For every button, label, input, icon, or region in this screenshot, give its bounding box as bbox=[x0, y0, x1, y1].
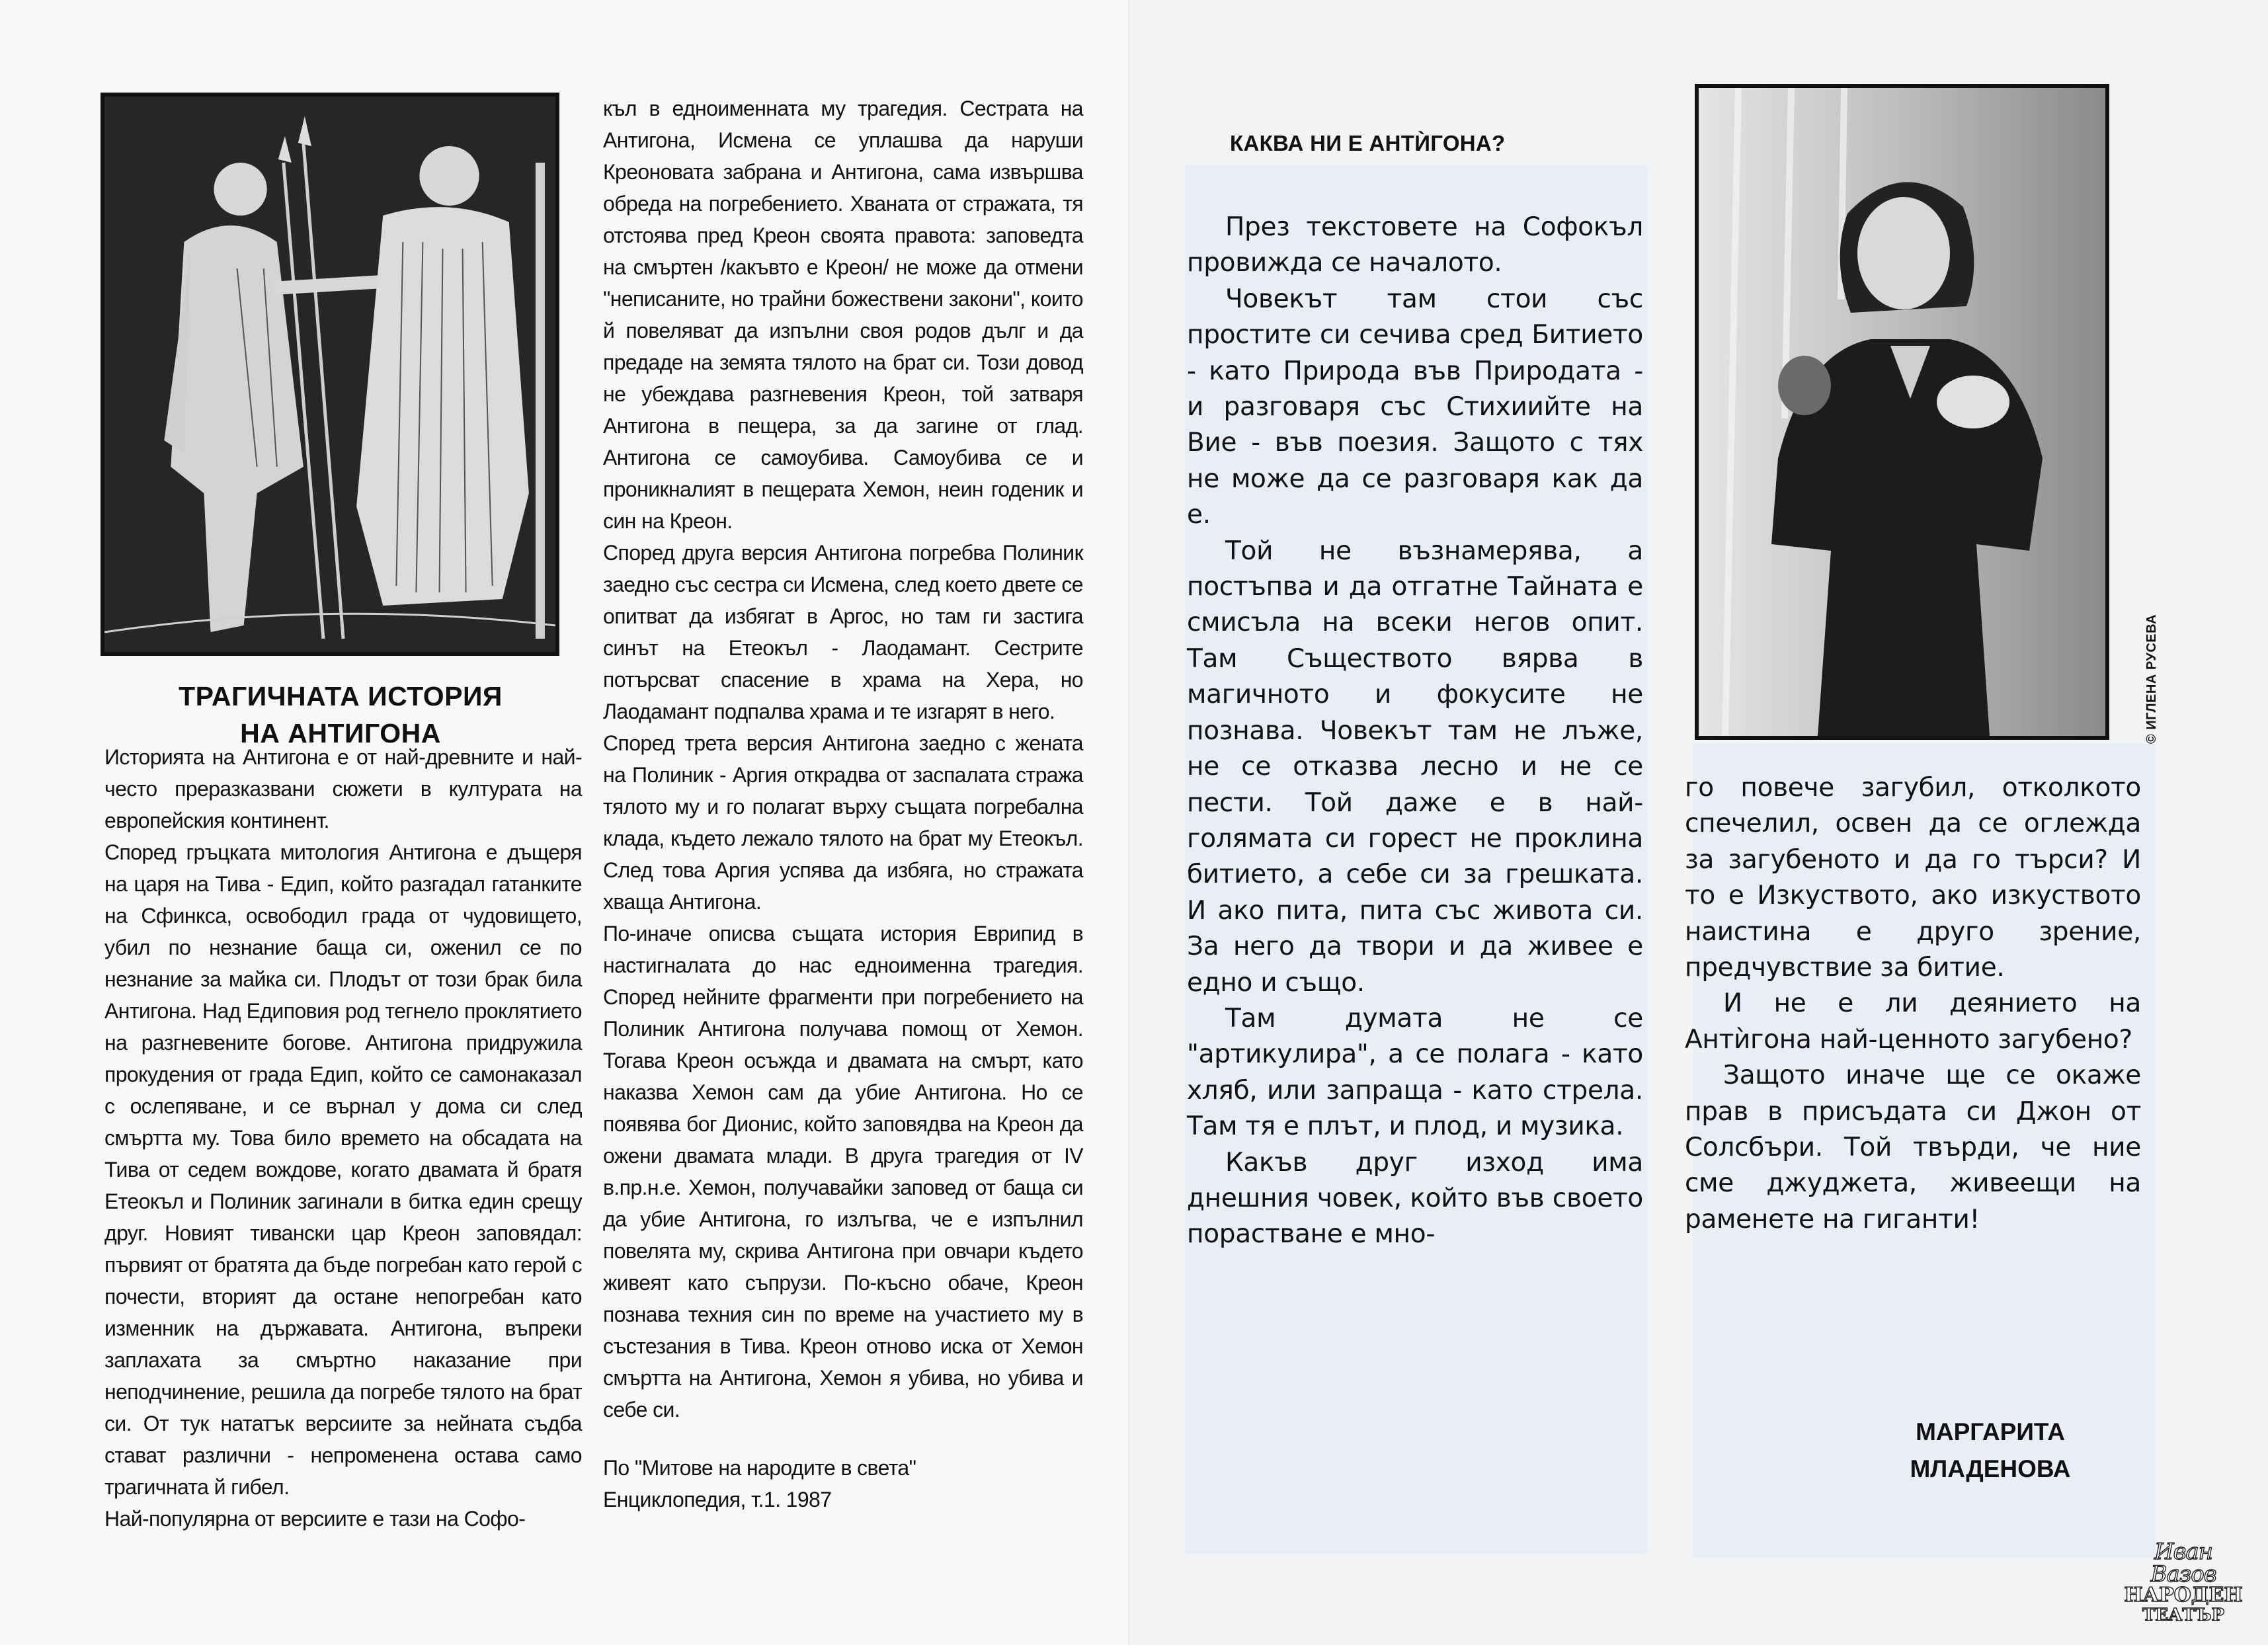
actress-photo-icon bbox=[1699, 88, 2105, 736]
national-theatre-logo bbox=[2124, 1541, 2243, 1625]
headline-line-2: НА АНТИГОНА bbox=[240, 718, 441, 748]
paragraph: къл в едноименната му трагедия. Сестрата на Антигона, Исмена се уплашва да наруши Креоновата забрана и Антигона, сама извършва обреда на погребението. Хваната от стражата, тя отстоява пред Креон своята правота: заповедта на смъртен /какъвто е Креон/ не може да отмени "неписаните, но трайни божествени закони", които й повеляват да изпълни своя родов дълг и да предаде на земята тялото на брат си. Този довод не убеждава разгневения Креон, той затваря Антигона в пещера, за да загине от глад. Антигона се самоубива. Самоубива се и проникналият в пещерата Хемон, неин годеник и син на Креон. bbox=[603, 97, 1083, 533]
logo-line-1: НАРОДЕН bbox=[2124, 1584, 2243, 1607]
greek-vase-illustration bbox=[101, 93, 559, 656]
essay-heading: КАКВА НИ Е АНТЍГОНА? bbox=[1230, 131, 1506, 155]
source-citation bbox=[603, 1452, 1083, 1515]
paragraph: Какъв друг изход има днешния човек, който във своето порастване е мно- bbox=[1187, 1147, 1643, 1250]
paragraph: Човекът там стои със простите си сечива сред Битието - като Природа във Природата - и разговаря със Стихиийте на Вие - във поезия. Защото с тях не може да се разговаря как да е. bbox=[1187, 284, 1643, 530]
logo-line-2: ТЕАТЪР bbox=[2142, 1605, 2225, 1625]
paragraph: Там думата не се "артикулира", а се полага - като хляб, или запраща - като стрела. Там тя е плът, и плод, и музика. bbox=[1187, 1003, 1643, 1142]
author-last-name: МЛАДЕНОВА bbox=[1910, 1455, 2071, 1482]
paragraph: Той не възнамерява, а постъпва и да отгатне Тайната е смисъла на всеки негов опит. Там Съществото вярва в магичното и фокусите не познава. Човекът там не лъже, не се отказва лесно и не се пести. Той даже е в най-голямата си горест не проклина битието, а себе си за грешката. И ако пита, пита със живота си. За него да твори и да живее е едно и също. bbox=[1187, 536, 1643, 998]
vase-painting-icon bbox=[104, 97, 555, 652]
paragraph: И не е ли деянието на Антѝгона най-ценното загубено? bbox=[1685, 988, 2141, 1055]
author-signature bbox=[1851, 1414, 2129, 1488]
left-page bbox=[0, 0, 1132, 1645]
paragraph: Според трета версия Антигона заедно с жената на Полиник - Аргия открадва от заспалата стража тялото му и го полагат върху същата погребална клада, където лежало тялото на брат му Етеокъл. След това Аргия успява да избяга, но стражата хваща Антигона. bbox=[603, 731, 1083, 914]
article-column-1 bbox=[104, 741, 582, 1535]
essay-column-1 bbox=[1187, 210, 1643, 1253]
paragraph: Според друга версия Антигона погребва Полиник заедно със сестра си Исмена, след което двете се опитват да избягат в Аргос, но там ги застига синът на Етеокъл - Лаодамант. Сестрите потърсват спасение в храма на Хера, но Лаодамант подпалва храма и те изгарят в него. bbox=[603, 541, 1083, 723]
paragraph: По-иначе описва същата история Еврипид в настигналата до нас едноименна трагедия. Според нейните фрагменти при погребението на Полиник Антигона получава помощ от Хемон. Тогава Креон осъжда и двамата на смърт, като наказва Хемон сам да убие Антигона. Но се появява бог Дионис, който заповядва на Креон да ожени двамата млади. В друга трагедия от IV в.пр.н.е. Хемон, получавайки заповед от баща си да убие Антигона, го излъгва, че е изпълнил повелята му, скрива Антигона при овчари където живеят като съпрузи. По-късно обаче, Креон познава техния син по време на участието му в състезания в Тива. Креон отново иска от Хемон смъртта на Антигона, Хемон я убива, но убива и себе си. bbox=[603, 922, 1083, 1422]
source-line-1: По "Митове на народите в света" bbox=[603, 1456, 916, 1480]
paragraph: Историята на Антигона е от най-древните и най-често преразказвани сюжети в културата на европейския континент. bbox=[104, 745, 582, 832]
essay-column-2 bbox=[1685, 770, 2141, 1238]
author-first-name: МАРГАРИТА bbox=[1916, 1418, 2065, 1445]
paragraph: През текстовете на Софокъл провижда се началото. bbox=[1187, 212, 1643, 278]
actress-photo bbox=[1695, 84, 2109, 740]
paragraph: Най-популярна от версиите е тази на Софо- bbox=[104, 1507, 526, 1531]
source-line-2: Енциклопедия, т.1. 1987 bbox=[603, 1488, 832, 1511]
headline-line-1: ТРАГИЧНАТА ИСТОРИЯ bbox=[179, 681, 503, 711]
paragraph: Според гръцката митология Антигона е дъщеря на царя на Тива - Едип, който разгадал гатанките на Сфинкса, освободил града от чудовището, убил по незнание баща си, оженил се по незнание за майка си. Плодът от този брак била Антигона. Над Едиповия род тегнело проклятието на разгневените богове. Антигона придружила прокудения от града Едип, който се самонаказал с ослепяване, и се върнал у дома си след смъртта му. Това било времето на обсадата на Тива от седем вождове, когато двамата й братя Етеокъл и Полиник загинали в битка един срещу друг. Новият тивански цар Креон заповядал: първият от братята да бъде погребан като герой с почести, вторият да остане непогребан като изменник на държавата. Антигона, въпреки заплахата за смъртно наказание при неподчинение, решила да погребе тялото на брат си. От тук нататък версиите за нейната съдба стават различни - непроменена остава само трагичната й гибел. bbox=[104, 840, 582, 1499]
logo-script: Иван Вазов bbox=[2150, 1539, 2216, 1587]
paragraph: го повече загубил, отколкото спечелил, освен да се оглежда за загубеното и да го търси? И то е Изкуството, ако изкуството наистина е друго зрение, предчувствие за битие. bbox=[1685, 773, 2141, 983]
photo-credit: © ИГЛЕНА РУСЕВА bbox=[2144, 614, 2159, 744]
paragraph: Защото иначе ще се окаже прав в присъдата си Джон от Солсбъри. Той твърди, че ние сме джуджета, живеещи на раменете на гиганти! bbox=[1685, 1061, 2141, 1234]
article-column-2 bbox=[603, 93, 1083, 1515]
